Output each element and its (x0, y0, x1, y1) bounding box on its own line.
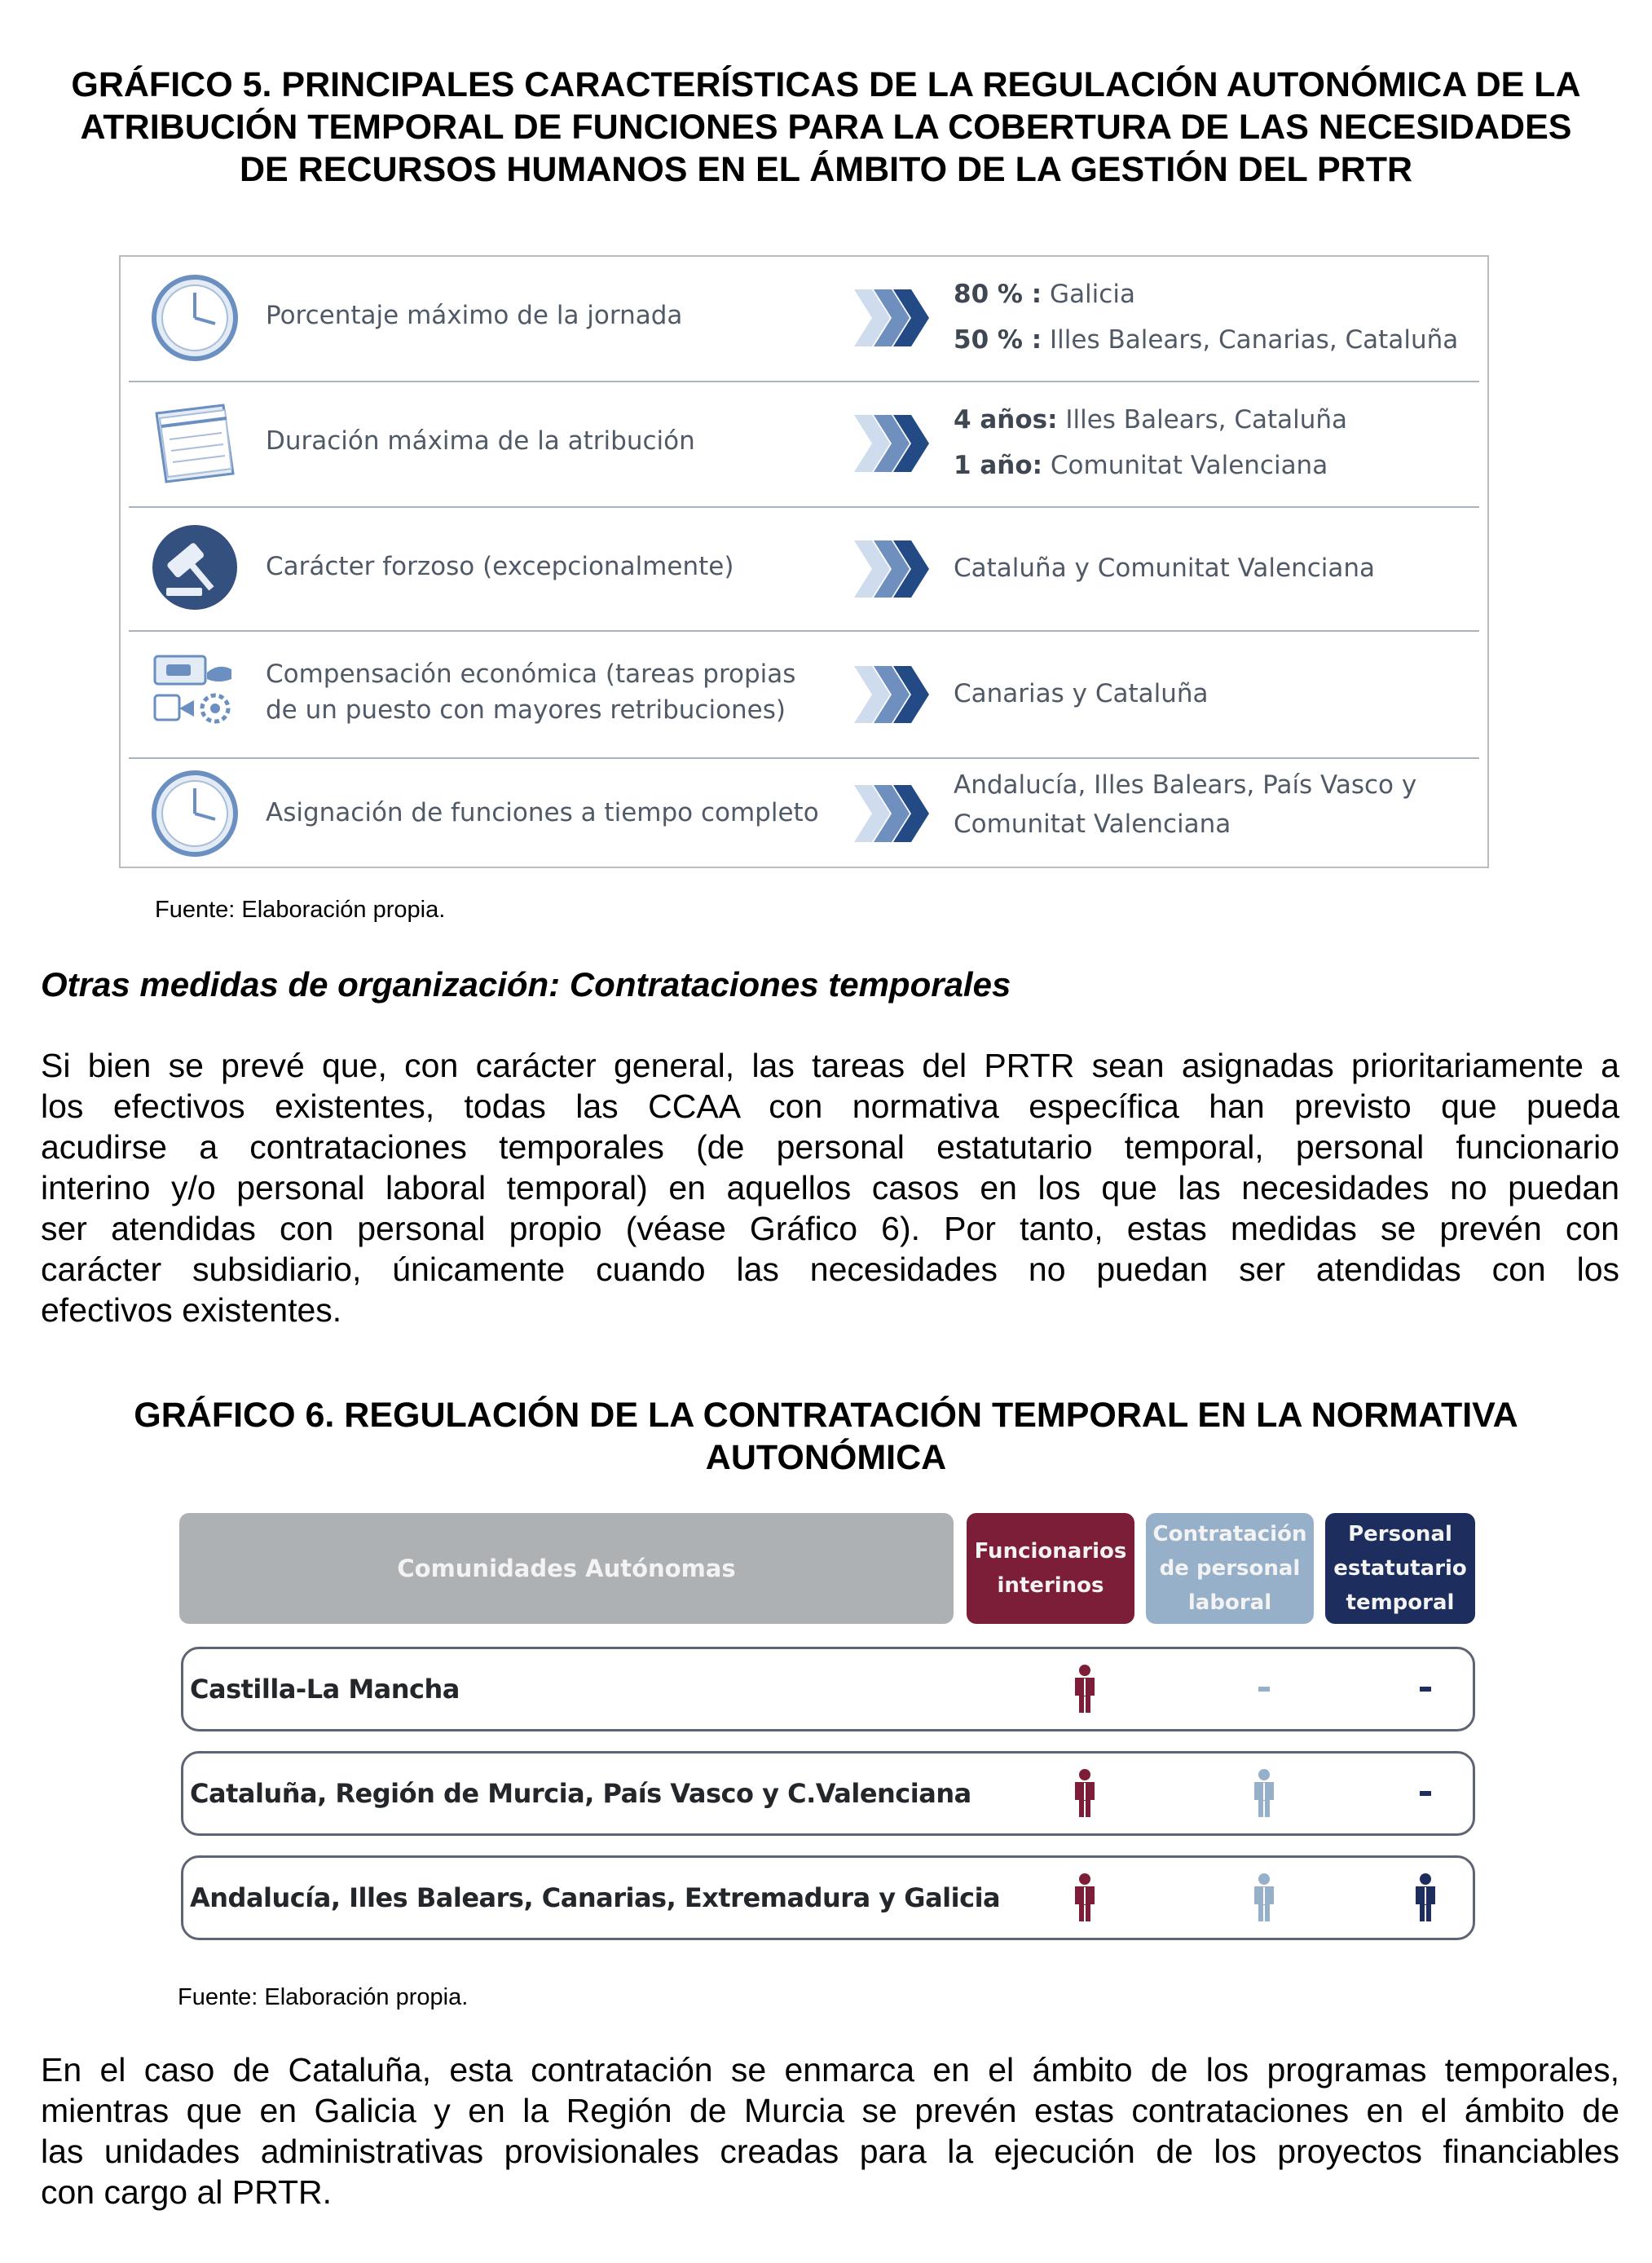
cell-laboral (1231, 1858, 1297, 1938)
money-icon (150, 648, 240, 738)
paragraph-line: En el caso de Cataluña, esta contratación se enmarca en el ámbito de los programas temporales, (41, 2051, 1619, 2089)
figure5-row (121, 757, 1487, 868)
chevron-arrows-icon (854, 415, 932, 472)
figure5-source: Fuente: Elaboración propia. (155, 897, 446, 923)
paragraph-1 (41, 1045, 1619, 1330)
figure5-values: Cataluña y Comunitat Valenciana (954, 554, 1376, 583)
figure5-label: Asignación de funciones a tiempo completo (266, 798, 819, 827)
column-header-estatutario: Personal estatutario temporal (1325, 1513, 1475, 1624)
figure5-label: Carácter forzoso (excepcionalmente) (266, 552, 734, 581)
column-header-laboral: Contratación de personal laboral (1146, 1513, 1314, 1624)
chevron-arrows-icon (854, 540, 932, 598)
figure6-title (16, 1394, 1636, 1479)
figure6-row (181, 1855, 1475, 1940)
chevron-arrows-icon (854, 289, 932, 346)
column-header-funcionarios: Funcionarios interinos (967, 1513, 1134, 1624)
figure6-row (181, 1647, 1475, 1731)
row-label: Andalucía, Illes Balears, Canarias, Extremadura y Galicia (190, 1882, 1001, 1913)
figure5-label: Duración máxima de la atribución (266, 426, 695, 456)
person-icon (1248, 1768, 1280, 1819)
figure6-source: Fuente: Elaboración propia. (178, 1984, 469, 2010)
person-icon (1068, 1768, 1101, 1819)
figure5-values: Andalucía, Illes Balears, País Vasco y Comunitat Valenciana (954, 770, 1417, 839)
cell-estatutario (1393, 1649, 1458, 1729)
figure5-values: 80 % : Galicia 50 % : Illes Balears, Canarias, Cataluña (954, 280, 1459, 355)
dash-icon (1417, 1685, 1434, 1693)
person-icon (1409, 1873, 1442, 1923)
person-icon (1068, 1873, 1101, 1923)
paragraph-line: ser atendidas con personal propio (véase Gráfico 6). Por tanto, estas medidas se prevén con (41, 1210, 1619, 1247)
row-label: Cataluña, Región de Murcia, País Vasco y C.Valenciana (190, 1778, 971, 1809)
cell-funcionarios (1052, 1858, 1117, 1938)
figure5-title-line-1: GRÁFICO 5. PRINCIPALES CARACTERÍSTICAS DE LA REGULACIÓN AUTONÓMICA DE LA (71, 65, 1581, 104)
figure5-label: Compensación económica (tareas propias de un puesto con mayores retribuciones) (266, 659, 796, 725)
cell-funcionarios (1052, 1753, 1117, 1833)
paragraph-line: interino y/o personal laboral temporal) en aquellos casos en los que las necesidades no puedan (41, 1169, 1619, 1206)
figure6-title-line-2: AUTONÓMICA (705, 1438, 947, 1477)
person-icon (1248, 1873, 1280, 1923)
figure5-row (121, 381, 1487, 506)
figure5-row (121, 630, 1487, 757)
paragraph-line: efectivos existentes. (41, 1291, 342, 1329)
row-label: Castilla-La Mancha (190, 1674, 460, 1705)
section-heading: Otras medidas de organización: Contrataciones temporales (41, 965, 1011, 1004)
cell-estatutario (1393, 1858, 1458, 1938)
paragraph-line: carácter subsidiario, únicamente cuando las necesidades no puedan ser atendidas con los (41, 1251, 1619, 1288)
person-icon (1068, 1664, 1101, 1714)
cell-laboral (1231, 1753, 1297, 1833)
dash-icon (1256, 1685, 1272, 1693)
figure5-title-line-2: ATRIBUCIÓN TEMPORAL DE FUNCIONES PARA LA COBERTURA DE LAS NECESIDADES (80, 108, 1572, 147)
figure5-values: 4 años: Illes Balears, Cataluña 1 año: Comunitat Valenciana (954, 405, 1348, 480)
figure5-row (121, 506, 1487, 630)
chevron-arrows-icon (854, 785, 932, 842)
paragraph-line: los efectivos existentes, todas las CCAA con normativa específica han previsto que pueda (41, 1087, 1619, 1125)
cell-estatutario (1393, 1753, 1458, 1833)
paragraph-line: con cargo al PRTR. (41, 2173, 333, 2211)
figure5-row (121, 257, 1487, 381)
figure5-title (16, 64, 1636, 191)
cell-funcionarios (1052, 1649, 1117, 1729)
figure6-title-line-1: GRÁFICO 6. REGULACIÓN DE LA CONTRATACIÓN TEMPORAL EN LA NORMATIVA (134, 1396, 1518, 1435)
communities-header: Comunidades Autónomas (179, 1513, 954, 1624)
cell-laboral (1231, 1649, 1297, 1729)
calendar-icon (150, 399, 240, 488)
dash-icon (1417, 1789, 1434, 1798)
figure6-row (181, 1751, 1475, 1836)
figure5-title-line-3: DE RECURSOS HUMANOS EN EL ÁMBITO DE LA GESTIÓN DEL PRTR (239, 150, 1413, 189)
figure5-label: Porcentaje máximo de la jornada (266, 301, 683, 330)
figure5-values: Canarias y Cataluña (954, 679, 1209, 708)
figure5-table (119, 255, 1489, 868)
paragraph-line: las unidades administrativas provisionales creadas para la ejecución de los proyectos financiables (41, 2133, 1619, 2170)
paragraph-line: acudirse a contrataciones temporales (de personal estatutario temporal, personal funcionario (41, 1128, 1619, 1166)
gavel-icon (150, 523, 240, 612)
clock-icon (150, 769, 240, 858)
clock-icon (150, 273, 240, 363)
chevron-arrows-icon (854, 666, 932, 723)
paragraph-line: Si bien se prevé que, con carácter general, las tareas del PRTR sean asignadas prioritariamente a (41, 1047, 1619, 1084)
paragraph-line: mientras que en Galicia y en la Región de Murcia se prevén estas contrataciones en el ámbito de (41, 2092, 1619, 2129)
paragraph-2 (41, 2049, 1619, 2212)
